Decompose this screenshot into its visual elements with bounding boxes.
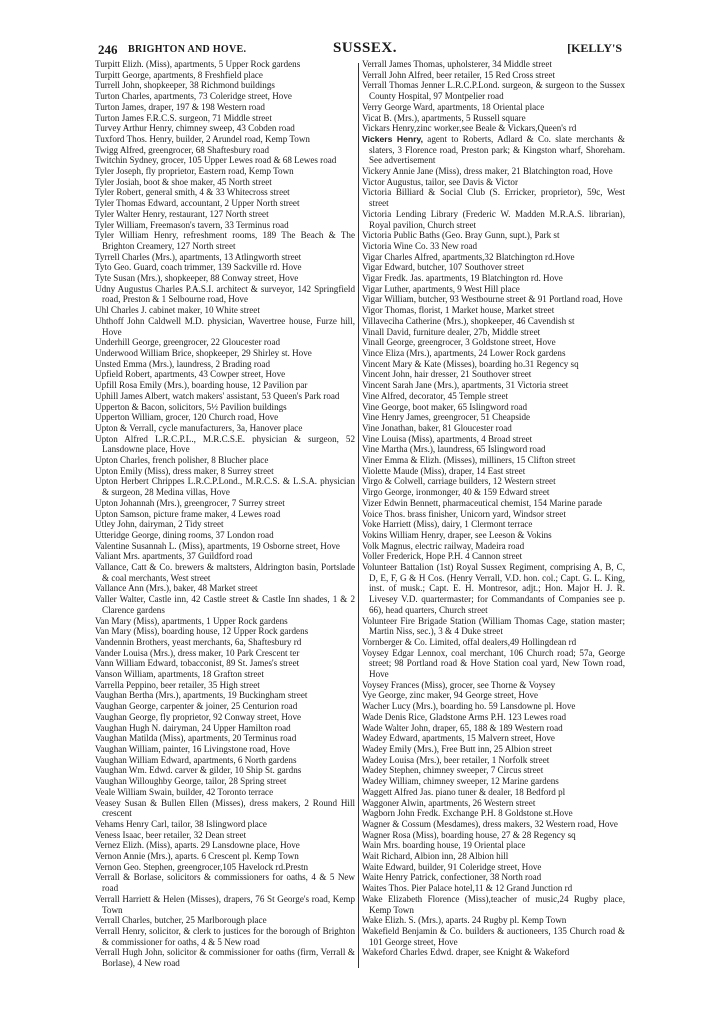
directory-entry: Vinall George, greengrocer, 3 Goldstone street, Hove (362, 337, 556, 348)
directory-entry: Vaughan Willoughby George, tailor, 28 Spring street (95, 776, 287, 787)
directory-entry: Uphill James Albert, watch makers' assistant, 53 Queen's Park road (95, 390, 340, 401)
directory-entry: Virgo George, ironmonger, 40 & 159 Edward street (362, 487, 550, 498)
directory-entry: Turrell John, shopkeeper, 38 Richmond buildings (95, 80, 275, 91)
directory-entry: Waggoner Alwin, apartments, 26 Western street (362, 797, 536, 808)
directory-entry: Vigar Luther, apartments, 9 West Hill place (362, 283, 520, 294)
county-title: SUSSEX. (333, 40, 397, 56)
directory-entry: Van Mary (Miss), boarding house, 12 Upper Rock gardens (95, 626, 309, 637)
directory-entry: Volunteer Fire Brigade Station (William Thomas Cage, station master; Martin Niss, sec.), 3 & 4 Duke street (362, 615, 625, 637)
directory-entry: Utteridge George, dining rooms, 37 London road (95, 529, 274, 540)
directory-entry: Victoria Wine Co. 33 New road (362, 240, 478, 251)
directory-entry: Voke Harriett (Miss), dairy, 1 Clermont terrace (362, 519, 533, 530)
directory-entry: Upperton & Bacon, solicitors, 5½ Pavilion buildings (95, 401, 287, 412)
directory-entry: Wakefield Benjamin & Co. builders & auctioneers, 135 Church road & 101 George street, Hove (362, 925, 625, 947)
entry-name-bold: Vickers Henry, (362, 133, 423, 144)
directory-entry: Upfill Rosa Emily (Mrs.), boarding house, 12 Pavilion par (95, 380, 308, 391)
directory-entry: Upton Emily (Miss), dress maker, 8 Surrey street (95, 465, 274, 476)
directory-entry: Tuxford Thos. Henry, builder, 2 Arundel road, Kemp Town (95, 133, 310, 144)
directory-entry: Waites Thos. Pier Palace hotel,11 & 12 Grand Junction rd (362, 883, 573, 894)
column-divider (358, 63, 359, 968)
directory-entry: Vickars Henry,zinc worker,see Beale & Vickars,Queen's rd (362, 123, 577, 134)
directory-entry: Vaughan George, fly proprietor, 92 Conway street, Hove (95, 711, 302, 722)
directory-entry: Wadey Louisa (Mrs.), beer retailer, 1 Norfolk street (362, 754, 550, 765)
directory-entry: Vine Louisa (Miss), apartments, 4 Broad street (362, 433, 533, 444)
directory-entry (362, 134, 625, 166)
directory-entry: Tyler Walter Henry, restaurant, 127 North street (95, 208, 269, 219)
directory-entry: Voller Frederick, Hope P.H. 4 Cannon street (362, 551, 523, 562)
directory-entry: Vine George, boot maker, 65 Islingword road (362, 401, 528, 412)
directory-entry: Verry George Ward, apartments, 18 Oriental place (362, 101, 545, 112)
directory-entry: Wadey William, chimney sweeper, 12 Marine gardens (362, 776, 559, 787)
directory-entry: Verrall & Borlase, solicitors & commissioners for oaths, 4 & 5 New road (95, 872, 355, 894)
entry-detail: agent to Roberts, Adlard & Co. slate merchants & slaters, 3 Florence road, Preston park; & Kingston wharf, Shoreham. See advertisement (369, 133, 625, 166)
directory-entry: Wagborn John Fredk. Exchange P.H. 8 Goldstone st.Hove (362, 808, 573, 819)
directory-entry: Wake Elizabeth Florence (Miss),teacher of music,24 Rugby place, Kemp Town (362, 893, 625, 915)
directory-entry: Waite Henry Patrick, confectioner, 38 North road (362, 872, 542, 883)
directory-entry: Tyler Josiah, boot & shoe maker, 45 North street (95, 176, 272, 187)
directory-entry: Veasey Susan & Bullen Ellen (Misses), dress makers, 2 Round Hill crescent (95, 797, 355, 819)
directory-entry: Unsted Emma (Mrs.), laundress, 2 Brading road (95, 358, 271, 369)
directory-entry: Waite Edward, builder, 91 Coleridge street, Hove (362, 861, 542, 872)
directory-entry: Verrall Hugh John, solicitor & commissioner for oaths (firm, Verrall & Borlase), 4 New road (95, 947, 355, 969)
section-town: BRIGHTON AND HOVE. (128, 44, 247, 55)
directory-entry: Uhl Charles J. cabinet maker, 10 White street (95, 305, 260, 316)
directory-entry: Underwood William Brice, shopkeeper, 29 Shirley st. Hove (95, 347, 312, 358)
directory-entry: Upton Samson, picture frame maker, 4 Lewes road (95, 508, 281, 519)
directory-entry: Viner Emma & Elizh. (Misses), milliners, 15 Clifton street (362, 455, 576, 466)
directory-entry: Vaughan William Edward, apartments, 6 North gardens (95, 754, 297, 765)
directory-entry: Voysey Frances (Miss), grocer, see Thorne & Voysey (362, 679, 556, 690)
directory-entry: Virgo & Colwell, carriage builders, 12 Western street (362, 476, 556, 487)
directory-entry: Voice Thos. brass finisher, Unicorn yard, Windsor street (362, 508, 566, 519)
directory-entry: Valentine Susannah L. (Miss), apartments, 19 Osborne street, Hove (95, 540, 340, 551)
directory-entry: Wait Richard, Albion inn, 28 Albion hill (362, 851, 509, 862)
directory-entry: Victor Augustus, tailor, see Davis & Victor (362, 176, 518, 187)
directory-entry: Upfield Robert, apartments, 43 Cowper street, Hove (95, 369, 286, 380)
directory-entry: Waggett Alfred Jas. piano tuner & dealer, 18 Bedford pl (362, 786, 566, 797)
directory-entry: Vigar Fredk. Jas. apartments, 19 Blatchington rd. Hove (362, 273, 563, 284)
right-column (362, 59, 625, 958)
directory-entry: Vincent John, hair dresser, 21 Southover street (362, 369, 532, 380)
directory-entry: Wadey Stephen, chimney sweeper, 7 Circus street (362, 765, 544, 776)
directory-entry: Upton Johannah (Mrs.), greengrocer, 7 Surrey street (95, 497, 285, 508)
directory-entry: Wadey Edward, apartments, 15 Malvern street, Hove (362, 733, 555, 744)
directory-entry: Vigor Thomas, florist, 1 Market house, Market street (362, 305, 555, 316)
directory-entry: Wakeford Charles Edwd. draper, see Knight & Wakeford (362, 947, 570, 958)
directory-entry: Wade Denis Rice, Gladstone Arms P.H. 123 Lewes road (362, 711, 567, 722)
directory-entry: Volk Magnus, electric railway, Madeira road (362, 540, 525, 551)
directory-entry: Wade Walter John, draper, 65, 188 & 189 Western road (362, 722, 563, 733)
directory-entry: Turpitt George, apartments, 8 Freshfield place (95, 69, 263, 80)
directory-entry: Tyler William Henry, refreshment rooms, 189 The Beach & The Brighton Creamery, 127 North street (95, 230, 355, 251)
directory-entry: Veale William Swain, builder, 42 Toronto terrace (95, 786, 274, 797)
directory-entry: Vizer Edwin Bennett, pharmaceutical chemist, 154 Marine parade (362, 497, 603, 508)
directory-entry: Turvey Arthur Henry, chimney sweep, 43 Cobden road (95, 123, 295, 134)
directory-entry: Van Mary (Miss), apartments, 1 Upper Rock gardens (95, 615, 288, 626)
page-number: 246 (98, 42, 118, 57)
directory-entry: Wain Mrs. boarding house, 19 Oriental place (362, 840, 526, 851)
directory-entry: Wake Elizh. S. (Mrs.), aparts. 24 Rugby pl. Kemp Town (362, 915, 567, 926)
directory-entry: Varrella Peppino, beer retailer, 35 High street (95, 679, 260, 690)
directory-entry: Vigar Edward, butcher, 107 Southover street (362, 262, 524, 273)
directory-entry: Verrall Henry, solicitor, & clerk to justices for the borough of Brighton & commissioner for oaths, 4 & 5 New road (95, 925, 355, 947)
directory-entry: Valiant Mrs. apartments, 37 Guildford road (95, 551, 253, 562)
directory-entry: Turpitt Elizh. (Miss), apartments, 5 Upper Rock gardens (95, 59, 301, 69)
directory-entry: Vine Henry James, greengrocer, 51 Cheapside (362, 412, 531, 423)
directory-entry: Victoria Billiard & Social Club (S. Erricker, proprietor), 59c, West street (362, 187, 625, 209)
directory-entry: Tyte Susan (Mrs.), shopkeeper, 88 Conway street, Hove (95, 273, 299, 284)
directory-entry: Utley John, dairyman, 2 Tidy street (95, 519, 224, 530)
directory-entry: Vince Eliza (Mrs.), apartments, 24 Lower Rock gardens (362, 347, 566, 358)
directory-entry: Verrall Charles, butcher, 25 Marlborough place (95, 915, 267, 926)
directory-entry: Turton James F.R.C.S. surgeon, 71 Middle street (95, 112, 272, 123)
directory-entry: Vincent Sarah Jane (Mrs.), apartments, 31 Victoria street (362, 380, 569, 391)
directory-entry: Uhthoff John Caldwell M.D. physician, Wavertree house, Furze hill, Hove (95, 315, 355, 337)
directory-entry: Udny Augustus Charles P.A.S.I. architect & surveyor, 142 Springfield road, Preston & 1 Selbourne road, Hove (95, 283, 355, 305)
directory-entry: Vickery Annie Jane (Miss), dress maker, 21 Blatchington road, Hove (362, 166, 613, 177)
directory-entry: Vernon Annie (Mrs.), aparts. 6 Crescent pl. Kemp Town (95, 851, 299, 862)
directory-entry: Victoria Lending Library (Frederic W. Madden M.R.A.S. librarian), Royal pavilion, Church street (362, 208, 625, 230)
directory-entry: Vokins William Henry, draper, see Leeson & Vokins (362, 529, 552, 540)
directory-entry: Vigar William, butcher, 93 Westbourne street & 91 Portland road, Hove (362, 294, 623, 305)
directory-entry: Volunteer Battalion (1st) Royal Sussex Regiment, comprising A, B, C, D, E, F, G & H Cos. (Henry Verrall, V.D. hon. col.; Capt. G. L. King, inst. of musk.; Capt. E. H. Montresor, adjt.; Hon. Major H. J. R. Livesey V.D. quartermaster; for Commandants of Companies see p. 66), head quarters, Church street (362, 562, 625, 615)
directory-entry: Vinall David, furniture dealer, 27b, Middle street (362, 326, 541, 337)
directory-entry: Wadey Emily (Mrs.), Free Butt inn, 25 Albion street (362, 744, 552, 754)
directory-entry: Vernez Elizh. (Miss), aparts. 29 Lansdowne place, Hove (95, 840, 300, 851)
directory-entry: Victoria Public Baths (Geo. Bray Gunn, supt.), Park st (362, 230, 560, 241)
directory-entry: Vine Alfred, decorator, 45 Temple street (362, 390, 509, 401)
directory-entry: Vincent Mary & Kate (Misses), boarding ho.31 Regency sq (362, 358, 579, 369)
directory-entry: Vaughan Bertha (Mrs.), apartments, 19 Buckingham street (95, 690, 308, 701)
directory-entry: Turton James, draper, 197 & 198 Western road (95, 101, 265, 112)
directory-entry: Upton Charles, french polisher, 8 Blucher place (95, 455, 269, 466)
directory-entry: Tyler William, Freemason's tavern, 33 Terminus road (95, 219, 289, 230)
directory-entry: Vye George, zinc maker, 94 George street, Hove (362, 690, 539, 701)
directory-entry: Vaughan George, carpenter & joiner, 25 Centurion road (95, 701, 298, 712)
directory-entry: Tyler Thomas Edward, accountant, 2 Upper North street (95, 198, 300, 209)
directory-entry: Upton Alfred L.R.C.P.L., M.R.C.S.E. physician & surgeon, 52 Lansdowne place, Hove (95, 433, 355, 455)
directory-entry: Vornberger & Co. Limited, offal dealers,49 Hollingdean rd (362, 636, 577, 647)
directory-entry: Valler Walter, Castle inn, 42 Castle street & Castle Inn shades, 1 & 2 Clarence gardens (95, 594, 355, 615)
left-column (95, 59, 355, 969)
directory-entry: Tyto Geo. Guard, coach trimmer, 139 Sackville rd. Hove (95, 262, 302, 273)
directory-entry: Vigar Charles Alfred, apartments,32 Blatchington rd.Hove (362, 251, 575, 262)
directory-entry: Verrall Thomas Jenner L.R.C.P.Lond. surgeon, & surgeon to the Sussex County Hospital, 97 Montpelier road (362, 80, 625, 102)
directory-entry: Verrall John Alfred, beer retailer, 15 Red Cross street (362, 69, 556, 80)
directory-entry: Verrall Harriett & Helen (Misses), drapers, 76 St George's road, Kemp Town (95, 893, 355, 915)
directory-entry: Vaughan Wm. Edwd. carver & gilder, 10 Ship St. gardns (95, 765, 302, 776)
running-header (98, 40, 622, 60)
directory-entry: Vernon Geo. Stephen, greengrocer,105 Havelock rd.Prestn (95, 861, 309, 872)
publisher-mark: [KELLY'S (567, 41, 622, 55)
directory-entry: Twitchin Sydney, grocer, 105 Upper Lewes road & 68 Lewes road (95, 155, 337, 166)
directory-entry: Vallance, Catt & Co. brewers & maltsters, Aldrington basin, Portslade & coal merchants, West street (95, 562, 355, 583)
directory-entry: Twigg Alfred, greengrocer, 68 Shaftesbury road (95, 144, 269, 155)
directory-entry: Vann William Edward, tobacconist, 89 St. James's street (95, 658, 300, 669)
directory-entry: Vander Louisa (Mrs.), dress maker, 10 Park Crescent ter (95, 647, 300, 658)
directory-entry: Tyler Robert, general smith, 4 & 33 Whitecross street (95, 187, 290, 198)
directory-entry: Vandennin Brothers, yeast merchants, 6a, Shaftesbury rd (95, 636, 302, 647)
directory-entry: Vaughan William, painter, 16 Livingstone road, Hove (95, 744, 290, 754)
directory-entry: Voysey Edgar Lennox, coal merchant, 106 Church road; 57a, George street; 98 Portland road & Hove Station coal yard, New Town road, Hove (362, 647, 625, 680)
directory-entry: Vallance Ann (Mrs.), baker, 48 Market street (95, 583, 258, 594)
directory-entry: Upton & Verrall, cycle manufacturers, 3a, Hanover place (95, 422, 303, 433)
directory-entry: Verrall James Thomas, upholsterer, 34 Middle street (362, 59, 552, 69)
directory-entry: Wacher Lucy (Mrs.), boarding ho. 59 Lansdowne pl. Hove (362, 701, 576, 712)
directory-entry: Tyler Joseph, fly proprietor, Eastern road, Kemp Town (95, 166, 294, 177)
directory-entry: Upperton William, grocer, 120 Church road, Hove (95, 412, 279, 423)
directory-entry: Underhill George, greengrocer, 22 Gloucester road (95, 337, 281, 348)
directory-entry: Violette Maude (Miss), draper, 14 East street (362, 465, 526, 476)
directory-entry: Veness Isaac, beer retailer, 32 Dean street (95, 829, 247, 840)
directory-entry: Vanson William, apartments, 18 Grafton street (95, 669, 264, 680)
directory-entry: Vine Martha (Mrs.), laundress, 65 Islingword road (362, 444, 546, 455)
directory-entry: Vaughan Hugh N. dairyman, 24 Upper Hamilton road (95, 722, 291, 733)
directory-entry: Tyrrell Charles (Mrs.), apartments, 13 Atlingworth street (95, 251, 302, 262)
directory-entry: Upton Herbert Chrippes L.R.C.P.Lond., M.R.C.S. & L.S.A. physician & surgeon, 28 Medina villas, Hove (95, 476, 355, 498)
directory-entry: Vehams Henry Carl, tailor, 38 Islingword place (95, 818, 267, 829)
directory-entry: Turton Charles, apartments, 73 Coleridge street, Hove (95, 91, 292, 102)
directory-entry: Vicat B. (Mrs.), apartments, 5 Russell square (362, 112, 526, 123)
directory-entry: Vine Jonathan, baker, 81 Gloucester road (362, 422, 512, 433)
directory-entry: Wagner & Cossum (Mesdames), dress makers, 32 Western road, Hove (362, 818, 618, 829)
directory-entry: Vaughan Matilda (Miss), apartments, 20 Terminus road (95, 733, 297, 744)
directory-entry: Wagner Rosa (Miss), boarding house, 27 & 28 Regency sq (362, 829, 576, 840)
directory-entry: Villaveciha Catherine (Mrs.), shopkeeper, 46 Cavendish st (362, 315, 575, 326)
